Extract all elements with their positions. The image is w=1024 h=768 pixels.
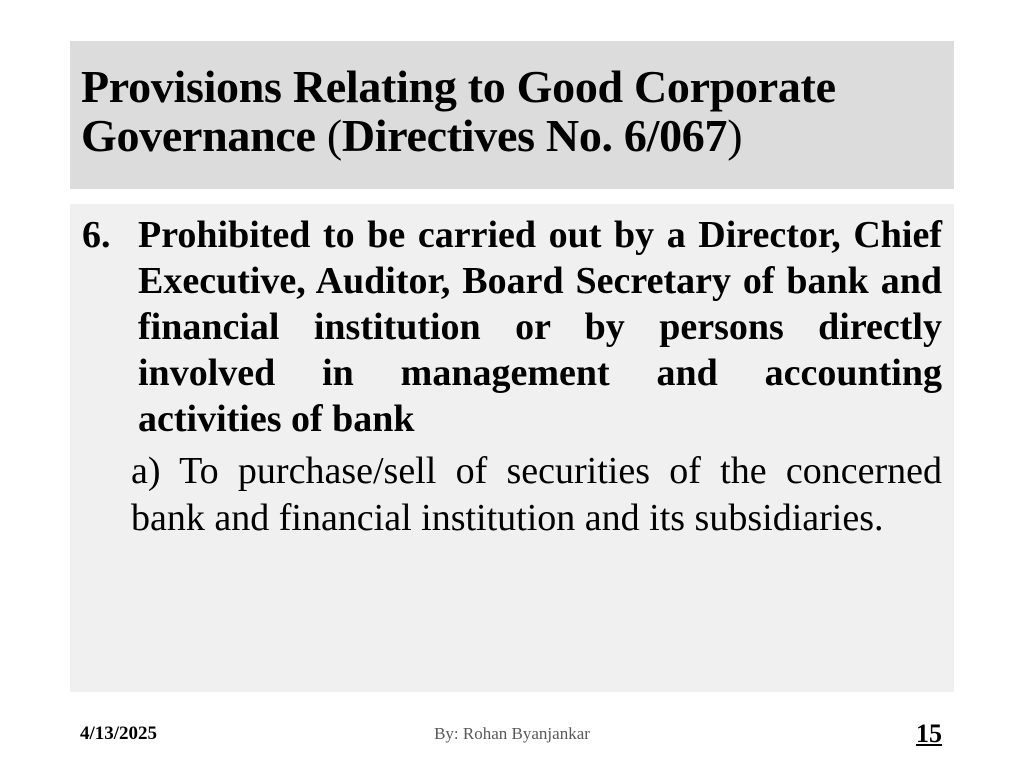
title-paren-close: ) [727,110,743,161]
title-paren-open: ( [326,110,342,161]
title-directive: Directives No. 6/067 [341,110,728,161]
sub-item-text: a) To purchase/sell of securities of the concerned bank and financial institution and its subsidiaries. [131,450,942,539]
slide-title [81,62,836,160]
footer-date: 4/13/2025 [80,723,158,744]
slide-number: 15 [916,719,942,748]
title-line-2-start: Governance [81,110,327,161]
slide-title-box [70,41,954,189]
list-item-text: Prohibited to be carried out by a Director, Chief Executive, Auditor, Board Secretary of bank and financial institution or by persons directly involved in management and accounting activities of bank [138,214,942,440]
footer-author: By: Rohan Byanjankar [434,724,590,743]
slide-content-box [70,204,954,692]
title-line-1: Provisions Relating to Good Corporate [81,61,836,112]
list-item-number: 6. [82,214,111,256]
